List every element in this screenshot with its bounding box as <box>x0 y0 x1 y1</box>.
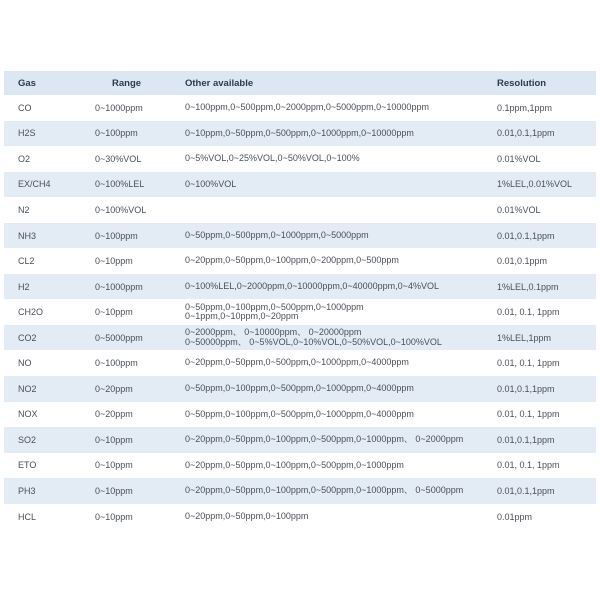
header-gas: Gas <box>18 77 36 89</box>
other-available-line: 0~20ppm,0~50ppm,0~100ppm,0~500ppm,0~1000ppm、 0~5000ppm <box>185 485 464 496</box>
gas-cell: CH2O <box>18 307 44 318</box>
other-available-line: 0~50ppm,0~100ppm,0~500ppm,0~1000ppm <box>185 301 364 312</box>
range-cell: 0~10ppm <box>95 485 133 496</box>
other-available-line: 0~5%VOL,0~25%VOL,0~50%VOL,0~100% <box>185 153 360 164</box>
other-available-line: 0~20ppm,0~50ppm,0~100ppm <box>185 510 309 521</box>
gas-cell: PH3 <box>18 485 36 496</box>
table-row <box>4 121 596 147</box>
other-available-line: 0~100ppm,0~500ppm,0~2000ppm,0~5000ppm,0~10000ppm <box>185 102 429 113</box>
other-available-cell <box>185 453 497 479</box>
other-available-cell <box>185 121 497 147</box>
resolution-cell: 0.01,0.1,1ppm <box>497 383 555 394</box>
resolution-cell: 0.01, 0.1, 1ppm <box>497 460 560 471</box>
other-available-cell <box>185 325 497 351</box>
other-available-cell <box>185 197 497 223</box>
gas-cell: CL2 <box>18 256 35 267</box>
other-available-line: 0~50000ppm、 0~5%VOL,0~10%VOL,0~50%VOL,0~100%VOL <box>185 336 442 347</box>
range-cell: 0~30%VOL <box>95 153 142 164</box>
resolution-cell: 1%LEL,0.01%VOL <box>497 179 573 190</box>
resolution-cell: 0.01, 0.1, 1ppm <box>497 358 560 369</box>
table-row <box>4 453 596 479</box>
gas-cell: CO2 <box>18 332 37 343</box>
resolution-cell: 1%LEL,1ppm <box>497 332 552 343</box>
gas-cell: H2S <box>18 128 36 139</box>
other-available-line: 0~50ppm,0~100ppm,0~500ppm,0~1000ppm,0~4000ppm <box>185 383 414 394</box>
gas-cell: EX/CH4 <box>18 179 51 190</box>
resolution-cell: 0.01,0.1,1ppm <box>497 230 555 241</box>
range-cell: 0~10ppm <box>95 307 133 318</box>
resolution-cell: 0.01%VOL <box>497 204 541 215</box>
table-row <box>4 248 596 274</box>
other-available-line: 0~100%VOL <box>185 178 237 189</box>
resolution-cell: 0.1ppm,1ppm <box>497 102 553 113</box>
other-available-cell <box>185 376 497 402</box>
range-cell: 0~100ppm <box>95 128 138 139</box>
gas-cell: HCL <box>18 511 37 522</box>
other-available-cell <box>185 350 497 376</box>
table-row <box>4 274 596 300</box>
table-row <box>4 376 596 402</box>
other-available-cell <box>185 223 497 249</box>
resolution-cell: 0.01,0.1ppm <box>497 256 548 267</box>
range-cell: 0~10ppm <box>95 511 133 522</box>
other-available-line: 0~100%LEL,0~2000ppm,0~10000ppm,0~40000ppm,0~4%VOL <box>185 280 439 291</box>
other-available-cell <box>185 402 497 428</box>
gas-spec-table <box>4 71 596 529</box>
gas-cell: NO2 <box>18 383 37 394</box>
resolution-cell: 0.01%VOL <box>497 153 541 164</box>
resolution-cell: 0.01,0.1,1ppm <box>497 434 555 445</box>
range-cell: 0~100ppm <box>95 358 138 369</box>
gas-cell: NOX <box>18 409 38 420</box>
gas-cell: ETO <box>18 460 37 471</box>
gas-cell: NH3 <box>18 230 37 241</box>
resolution-cell: 0.01, 0.1, 1ppm <box>497 409 560 420</box>
other-available-line: 0~20ppm,0~50ppm,0~100ppm,0~500ppm,0~1000ppm <box>185 459 404 470</box>
other-available-line: 0~20ppm,0~50ppm,0~100ppm,0~200ppm,0~500ppm <box>185 255 399 266</box>
range-cell: 0~10ppm <box>95 460 133 471</box>
range-cell: 0~20ppm <box>95 383 133 394</box>
range-cell: 0~5000ppm <box>95 332 143 343</box>
other-available-cell <box>185 248 497 274</box>
other-available-cell <box>185 172 497 198</box>
gas-cell: N2 <box>18 204 30 215</box>
other-available-line: 0~50ppm,0~100ppm,0~500ppm,0~1000ppm,0~4000ppm <box>185 408 414 419</box>
table-row <box>4 325 596 351</box>
resolution-cell: 0.01, 0.1, 1ppm <box>497 307 560 318</box>
resolution-cell: 0.01ppm <box>497 511 533 522</box>
header-resolution: Resolution <box>497 77 547 89</box>
range-cell: 0~10ppm <box>95 256 133 267</box>
header-other-available: Other available <box>185 77 254 89</box>
range-cell: 0~20ppm <box>95 409 133 420</box>
other-available-line: 0~20ppm,0~50ppm,0~100ppm,0~500ppm,0~1000ppm、 0~2000ppm <box>185 434 464 445</box>
table-row <box>4 427 596 453</box>
gas-cell: NO <box>18 358 32 369</box>
range-cell: 0~1000ppm <box>95 281 143 292</box>
table-body <box>4 95 596 529</box>
table-row <box>4 350 596 376</box>
other-available-line: 0~1ppm,0~10ppm,0~20ppm <box>185 311 299 322</box>
table-row <box>4 197 596 223</box>
other-available-cell <box>185 95 497 121</box>
other-available-cell <box>185 478 497 504</box>
other-available-line: 0~10ppm,0~50ppm,0~500ppm,0~1000ppm,0~10000ppm <box>185 127 414 138</box>
header-row <box>4 71 596 95</box>
range-cell: 0~100%VOL <box>95 204 147 215</box>
gas-cell: CO <box>18 102 32 113</box>
table-row <box>4 172 596 198</box>
other-available-line: 0~2000ppm、 0~10000ppm、 0~20000ppm <box>185 327 362 338</box>
other-available-cell <box>185 274 497 300</box>
resolution-cell: 0.01,0.1,1ppm <box>497 485 555 496</box>
range-cell: 0~100%LEL <box>95 179 145 190</box>
gas-cell: SO2 <box>18 434 37 445</box>
other-available-cell <box>185 504 497 530</box>
range-cell: 0~100ppm <box>95 230 138 241</box>
other-available-cell <box>185 299 497 325</box>
table-row <box>4 95 596 121</box>
header-range: Range <box>112 77 142 89</box>
range-cell: 0~10ppm <box>95 434 133 445</box>
resolution-cell: 1%LEL,0.1ppm <box>497 281 559 292</box>
table-row <box>4 223 596 249</box>
table-row <box>4 402 596 428</box>
table-row <box>4 299 596 325</box>
table-row <box>4 478 596 504</box>
gas-cell: O2 <box>18 153 31 164</box>
gas-cell: H2 <box>18 281 30 292</box>
table-row <box>4 146 596 172</box>
table-header <box>4 71 596 95</box>
resolution-cell: 0.01,0.1,1ppm <box>497 128 555 139</box>
other-available-cell <box>185 427 497 453</box>
other-available-line: 0~50ppm,0~500ppm,0~1000ppm,0~5000ppm <box>185 229 369 240</box>
table-row <box>4 504 596 530</box>
other-available-line: 0~20ppm,0~50ppm,0~500ppm,0~1000ppm,0~4000ppm <box>185 357 409 368</box>
range-cell: 0~1000ppm <box>95 102 143 113</box>
other-available-cell <box>185 146 497 172</box>
